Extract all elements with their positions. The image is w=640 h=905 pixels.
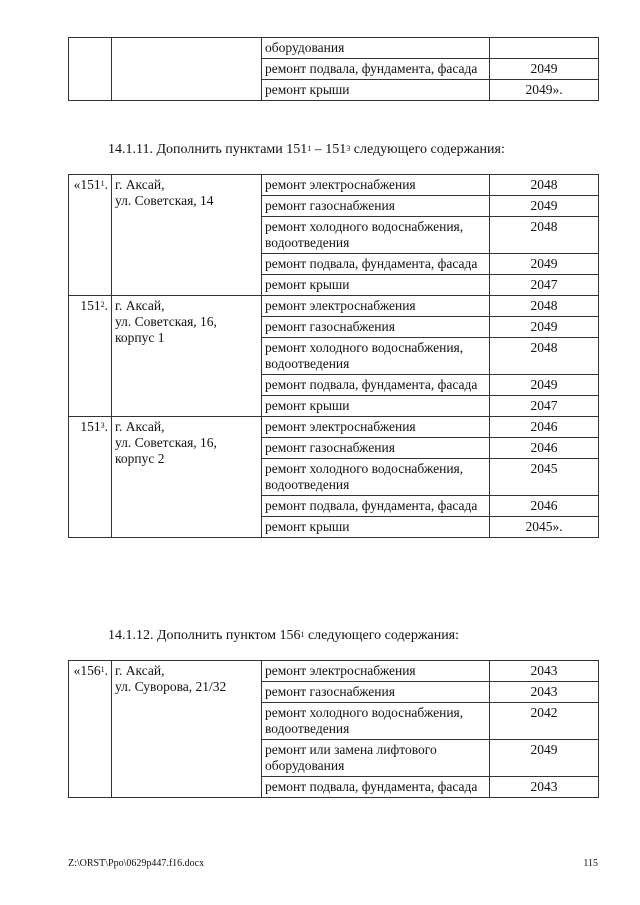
work-type-cell: ремонт крыши [262, 275, 490, 296]
address-line: ул. Советская, 16, [115, 435, 217, 450]
year-cell: 2043 [490, 682, 599, 703]
address-line: г. Аксай, [115, 663, 165, 678]
work-type-cell: ремонт электроснабжения [262, 417, 490, 438]
year-cell: 2047 [490, 396, 599, 417]
year-cell: 2043 [490, 661, 599, 682]
year-cell: 2048 [490, 338, 599, 375]
work-type-cell: ремонт подвала, фундамента, фасада [262, 777, 490, 798]
year-cell: 2049 [490, 196, 599, 217]
work-type-cell: ремонт крыши [262, 396, 490, 417]
addition-table-156 [68, 660, 599, 798]
address-cell [112, 661, 262, 798]
work-type-cell: ремонт подвала, фундамента, фасада [262, 496, 490, 517]
year-cell: 2045 [490, 459, 599, 496]
work-type-cell: ремонт крыши [262, 517, 490, 538]
address-cell [112, 175, 262, 296]
year-cell: 2047 [490, 275, 599, 296]
work-type-cell: ремонт холодного водоснабжения, водоотведения [262, 338, 490, 375]
address-line: г. Аксай, [115, 298, 165, 313]
address-cell [112, 38, 262, 101]
year-cell: 2048 [490, 175, 599, 196]
paragraph-14-1-11: 14.1.11. Дополнить пунктами $151^1 - 151^3$ следующего содержания: [108, 142, 505, 157]
year-cell: 2046 [490, 438, 599, 459]
table-row [69, 661, 599, 682]
work-type-cell: ремонт электроснабжения [262, 661, 490, 682]
work-type-cell: ремонт или замена лифтового оборудования [262, 740, 490, 777]
work-type-cell: ремонт подвала, фундамента, фасада [262, 59, 490, 80]
item-number: «$151^1$. [69, 175, 112, 296]
address-line: ул. Советская, 14 [115, 193, 214, 208]
work-type-cell: оборудования [262, 38, 490, 59]
footer-page-number: 115 [583, 858, 598, 869]
work-type-cell: ремонт газоснабжения [262, 317, 490, 338]
year-cell: 2049 [490, 59, 599, 80]
table-row [69, 175, 599, 196]
address-line: г. Аксай, [115, 177, 165, 192]
address-line: ул. Суворова, 21/32 [115, 679, 227, 694]
year-cell: 2045». [490, 517, 599, 538]
year-cell: 2042 [490, 703, 599, 740]
table-row [69, 417, 599, 438]
table-row [69, 296, 599, 317]
work-type-cell: ремонт крыши [262, 80, 490, 101]
year-cell: 2048 [490, 217, 599, 254]
work-type-cell: ремонт газоснабжения [262, 682, 490, 703]
year-cell [490, 38, 599, 59]
address-line: ул. Советская, 16, [115, 314, 217, 329]
year-cell: 2049 [490, 317, 599, 338]
footer-file-path: Z:\ORST\Ppo\0629p447.f16.docx [68, 858, 205, 869]
year-cell: 2043 [490, 777, 599, 798]
work-type-cell: ремонт холодного водоснабжения, водоотведения [262, 703, 490, 740]
work-type-cell: ремонт газоснабжения [262, 196, 490, 217]
item-number [69, 38, 112, 101]
address-line: г. Аксай, [115, 419, 165, 434]
item-number: $151^2$. [69, 296, 112, 417]
work-type-cell: ремонт газоснабжения [262, 438, 490, 459]
paragraph-14-1-12: 14.1.12. Дополнить пунктом $156^1$ следующего содержания: [108, 628, 460, 643]
year-cell: 2046 [490, 417, 599, 438]
year-cell: 2049 [490, 254, 599, 275]
year-cell: 2049 [490, 740, 599, 777]
address-cell [112, 417, 262, 538]
year-cell: 2046 [490, 496, 599, 517]
year-cell: 2048 [490, 296, 599, 317]
work-type-cell: ремонт холодного водоснабжения, водоотведения [262, 217, 490, 254]
table-row [69, 38, 599, 59]
addition-table-151 [68, 174, 599, 538]
item-number: «$156^1$. [69, 661, 112, 798]
continued-table [68, 37, 599, 101]
year-cell: 2049 [490, 375, 599, 396]
work-type-cell: ремонт электроснабжения [262, 296, 490, 317]
address-line: корпус 1 [115, 330, 165, 345]
year-cell: 2049». [490, 80, 599, 101]
work-type-cell: ремонт электроснабжения [262, 175, 490, 196]
address-cell [112, 296, 262, 417]
work-type-cell: ремонт холодного водоснабжения, водоотведения [262, 459, 490, 496]
item-number: $151^3$. [69, 417, 112, 538]
work-type-cell: ремонт подвала, фундамента, фасада [262, 375, 490, 396]
work-type-cell: ремонт подвала, фундамента, фасада [262, 254, 490, 275]
address-line: корпус 2 [115, 451, 165, 466]
